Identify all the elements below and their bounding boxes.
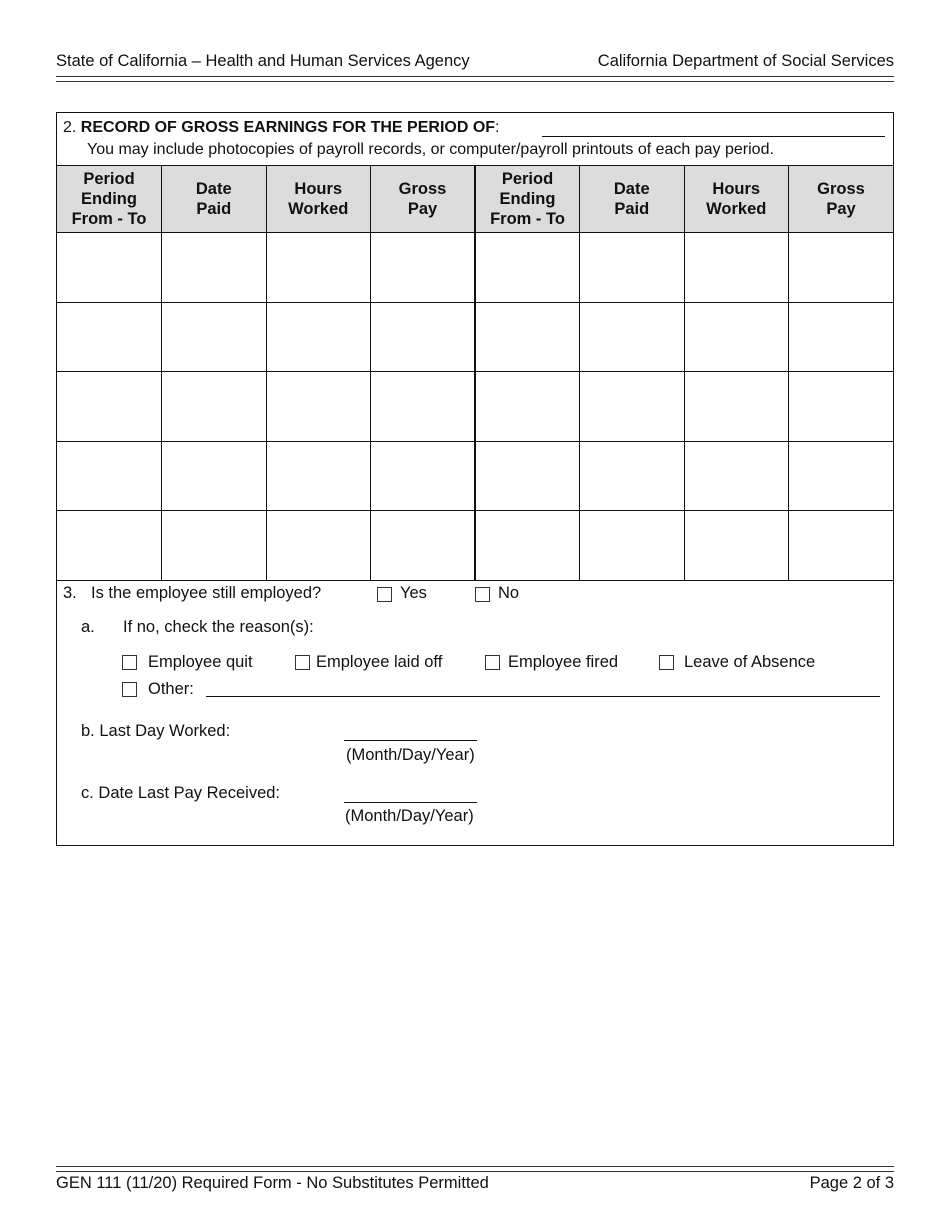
earnings-cell[interactable] — [162, 511, 267, 581]
earnings-cell[interactable] — [684, 233, 789, 303]
page-footer — [56, 1174, 894, 1193]
date-last-pay-hint: (Month/Day/Year) — [345, 807, 474, 825]
date-last-pay-label: c. Date Last Pay Received: — [81, 784, 281, 802]
earnings-cell[interactable] — [371, 441, 476, 511]
earnings-cell[interactable] — [475, 441, 580, 511]
last-day-worked-hint: (Month/Day/Year) — [346, 746, 475, 764]
last-day-worked-label: b. Last Day Worked: — [81, 722, 231, 740]
earnings-cell[interactable] — [266, 441, 371, 511]
earnings-cell[interactable] — [266, 372, 371, 442]
earnings-cell[interactable] — [57, 511, 162, 581]
yes-label: Yes — [400, 584, 427, 602]
earnings-cell[interactable] — [475, 372, 580, 442]
earnings-cell[interactable] — [371, 511, 476, 581]
column-header-line: Date — [613, 180, 650, 198]
no-checkbox[interactable] — [475, 587, 490, 602]
column-header-line: Worked — [706, 200, 767, 218]
employee-laid-off-label: Employee laid off — [316, 653, 443, 671]
earnings-cell[interactable] — [789, 372, 894, 442]
section-2-heading: RECORD OF GROSS EARNINGS FOR THE PERIOD OF — [80, 119, 496, 136]
earnings-cell[interactable] — [580, 372, 685, 442]
earnings-cell[interactable] — [475, 233, 580, 303]
earnings-cell[interactable] — [57, 372, 162, 442]
column-header — [789, 166, 894, 233]
date-last-pay-field[interactable] — [344, 802, 477, 803]
table-row — [57, 302, 893, 372]
column-header — [266, 166, 371, 233]
item-a-letter: a. — [81, 618, 95, 636]
earnings-cell[interactable] — [162, 372, 267, 442]
employee-fired-checkbox[interactable] — [485, 655, 500, 670]
column-header — [57, 166, 162, 233]
earnings-cell[interactable] — [371, 302, 476, 372]
column-header-line: Period — [83, 170, 135, 188]
column-header-line: Paid — [614, 200, 650, 218]
column-header — [684, 166, 789, 233]
section-2-colon: : — [495, 119, 500, 136]
earnings-cell[interactable] — [266, 233, 371, 303]
table-row — [57, 511, 893, 581]
section-2-number: 2. — [63, 119, 77, 136]
footer-rule — [56, 1166, 894, 1172]
leave-of-absence-checkbox[interactable] — [659, 655, 674, 670]
table-row — [57, 233, 893, 303]
earnings-header-row — [57, 166, 893, 233]
employee-quit-label: Employee quit — [148, 653, 253, 671]
earnings-table — [57, 165, 893, 581]
footer-form-id: GEN 111 (11/20) Required Form - No Substitutes Permitted — [56, 1174, 489, 1192]
column-header-line: Hours — [712, 180, 761, 198]
earnings-cell[interactable] — [789, 441, 894, 511]
section-2-title — [63, 119, 885, 137]
section-2-note: You may include photocopies of payroll records, or computer/payroll printouts of each pay period. — [87, 141, 774, 158]
yes-checkbox[interactable] — [377, 587, 392, 602]
earnings-cell[interactable] — [162, 302, 267, 372]
other-label: Other: — [148, 680, 194, 698]
header-rule — [56, 76, 894, 82]
earnings-cell[interactable] — [580, 233, 685, 303]
other-reason-field[interactable] — [206, 696, 880, 697]
earnings-cell[interactable] — [371, 372, 476, 442]
earnings-cell[interactable] — [684, 372, 789, 442]
column-header-line: Date — [195, 180, 232, 198]
header-agency: State of California – Health and Human Services Agency — [56, 52, 470, 70]
column-header-line: From - To — [490, 210, 565, 228]
form-body — [56, 112, 894, 846]
earnings-cell[interactable] — [789, 233, 894, 303]
earnings-cell[interactable] — [684, 302, 789, 372]
no-label: No — [498, 584, 520, 602]
earnings-cell[interactable] — [57, 233, 162, 303]
column-header-line: Pay — [826, 200, 856, 218]
column-header-line: Ending — [81, 190, 137, 208]
column-header-line: Ending — [499, 190, 556, 208]
earnings-cell[interactable] — [789, 302, 894, 372]
table-row — [57, 441, 893, 511]
earnings-cell[interactable] — [684, 441, 789, 511]
section-3-question: Is the employee still employed? — [91, 584, 322, 602]
header-department: California Department of Social Services — [597, 52, 894, 70]
column-header-line: Pay — [407, 200, 438, 218]
column-header — [580, 166, 685, 233]
column-header — [475, 166, 580, 233]
column-header-line: Worked — [288, 200, 349, 218]
earnings-cell[interactable] — [580, 441, 685, 511]
column-header-line: Gross — [398, 180, 447, 198]
earnings-cell[interactable] — [475, 302, 580, 372]
column-header-line: Period — [501, 170, 554, 188]
other-checkbox[interactable] — [122, 682, 137, 697]
earnings-cell[interactable] — [789, 511, 894, 581]
column-header-line: Gross — [817, 180, 865, 198]
column-header — [162, 166, 267, 233]
earnings-cell[interactable] — [57, 441, 162, 511]
earnings-cell[interactable] — [266, 511, 371, 581]
earnings-cell[interactable] — [266, 302, 371, 372]
employee-quit-checkbox[interactable] — [122, 655, 137, 670]
employee-laid-off-checkbox[interactable] — [295, 655, 310, 670]
section-3-number: 3. — [63, 584, 77, 602]
earnings-cell[interactable] — [684, 511, 789, 581]
earnings-cell[interactable] — [57, 302, 162, 372]
table-row — [57, 372, 893, 442]
column-header — [371, 166, 476, 233]
last-day-worked-field[interactable] — [344, 740, 477, 741]
earnings-cell[interactable] — [475, 511, 580, 581]
leave-of-absence-label: Leave of Absence — [684, 653, 816, 671]
employee-fired-label: Employee fired — [508, 653, 619, 671]
earnings-cell[interactable] — [162, 233, 267, 303]
earnings-cell[interactable] — [371, 233, 476, 303]
earnings-cell[interactable] — [162, 441, 267, 511]
column-header-line: Hours — [294, 180, 343, 198]
column-header-line: Paid — [196, 200, 232, 218]
earnings-cell[interactable] — [580, 511, 685, 581]
column-header-line: From - To — [71, 210, 147, 228]
period-of-field[interactable] — [542, 136, 885, 137]
earnings-cell[interactable] — [580, 302, 685, 372]
footer-page-number: Page 2 of 3 — [809, 1174, 894, 1192]
item-a-text: If no, check the reason(s): — [123, 618, 314, 636]
